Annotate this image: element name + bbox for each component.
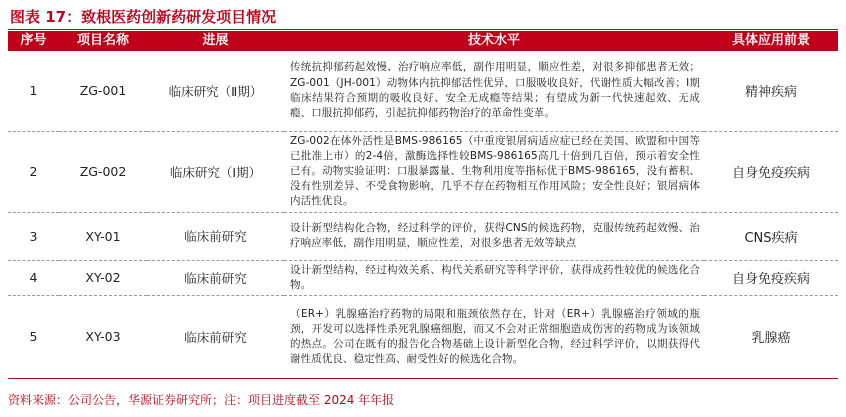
project-table <box>8 31 838 379</box>
row-progress: 临床前研究 <box>147 212 284 260</box>
row-application: 自身免疫疾病 <box>704 260 838 295</box>
header-progress: 进展 <box>147 31 284 51</box>
row-progress: 临床研究（Ⅰ期） <box>147 131 284 212</box>
row-name: XY-01 <box>59 212 147 260</box>
row-name: XY-02 <box>59 260 147 295</box>
row-application: 自身免疫疾病 <box>704 131 838 212</box>
row-progress: 临床前研究 <box>147 260 284 295</box>
row-tech: ZG-002在体外活性是BMS-986165（中重度银屑病适应症已经在美国、欧盟和中国等已批准上市）的2-4倍，激酶选择性较BMS-986165高几十倍到几百倍，预示着安全性已有。动物实验证明：口服暴露量、生物利用度等指标优于BMS-986165，没有蓄积、没有性别差异、不受食物影响，几乎不存在药物相互作用风险；安全性良好；银屑病体内活性优良。 <box>284 131 704 212</box>
table-row <box>8 212 838 260</box>
table-header-row <box>8 31 838 51</box>
row-progress: 临床前研究 <box>147 295 284 378</box>
row-no: 5 <box>8 295 59 378</box>
title-divider <box>8 29 838 30</box>
row-application: 精神疾病 <box>704 51 838 131</box>
row-no: 1 <box>8 51 59 131</box>
table-row <box>8 295 838 378</box>
row-application: CNS疾病 <box>704 212 838 260</box>
row-tech: 设计新型结构，经过构效关系、构代关系研究等科学评价，获得成药性较优的候选化合物。 <box>284 260 704 295</box>
row-application: 乳腺癌 <box>704 295 838 378</box>
row-no: 4 <box>8 260 59 295</box>
row-no: 3 <box>8 212 59 260</box>
header-tech: 技术水平 <box>284 31 704 51</box>
row-progress: 临床研究（Ⅱ期） <box>147 51 284 131</box>
row-tech: 设计新型结构化合物，经过科学的评价，获得CNS的候选药物，克服传统药起效慢、治疗响应率低，副作用明显，顺应性差，对很多患者无效等缺点 <box>284 212 704 260</box>
header-application: 具体应用前景 <box>704 31 838 51</box>
row-name: XY-03 <box>59 295 147 378</box>
row-name: ZG-002 <box>59 131 147 212</box>
row-no: 2 <box>8 131 59 212</box>
table-row <box>8 260 838 295</box>
table-row <box>8 51 838 131</box>
header-name: 项目名称 <box>59 31 147 51</box>
table-row <box>8 131 838 212</box>
header-no: 序号 <box>8 31 59 51</box>
row-name: ZG-001 <box>59 51 147 131</box>
row-tech: （ER+）乳腺癌治疗药物的局限和瓶颈依然存在，针对（ER+）乳腺癌治疗领域的瓶颈，开发可以选择性杀死乳腺癌细胞，而又不会对正常细胞造成伤害的药物成为该领域的热点。公司在既有的报告化合物基础上设计新型化合物，经过科学评价，以期获得代谢性质优良、稳定性高、耐受性好的候选化合物。 <box>284 295 704 378</box>
figure-title: 图表 17：致根医药创新药研发项目情况 <box>10 8 277 26</box>
row-tech: 传统抗抑郁药起效慢、治疗响应率低，副作用明显，顺应性差，对很多抑郁患者无效；ZG-001（JH-001）动物体内抗抑郁活性优异，口服吸收良好，代谢性质大幅改善；Ⅰ期临床结果符合预期的吸收良好、安全无成瘾等结果；有望成为新一代快速起效、无成瘾、口服抗抑郁药，引起抗抑郁药物治疗的革命性变革。 <box>284 51 704 131</box>
source-note: 资料来源：公司公告，华源证券研究所；注：项目进度截至 2024 年年报 <box>8 393 395 407</box>
